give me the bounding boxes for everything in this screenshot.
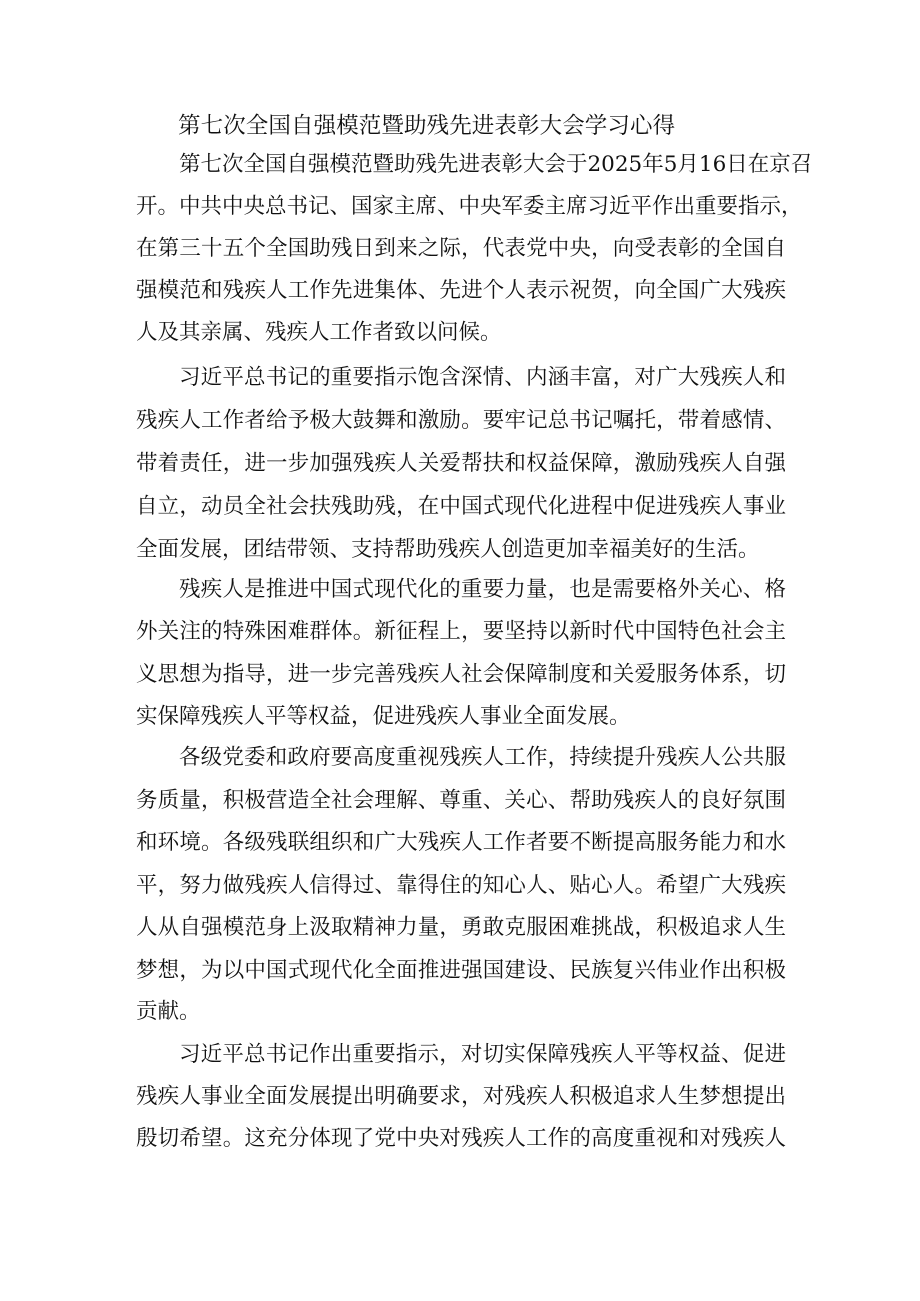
paragraph-3-line-3: 义思想为指导，进一步完善残疾人社会保障制度和关爱服务体系，切 <box>136 662 786 687</box>
paragraph-4-line-3: 和环境。各级残联组织和广大残疾人工作者要不断提高服务能力和水 <box>136 830 786 855</box>
paragraph-1-line-5: 人及其亲属、残疾人工作者致以问候。 <box>136 320 502 345</box>
paragraph-4-line-6: 梦想，为以中国式现代化全面推进强国建设、民族复兴伟业作出积极 <box>136 958 786 983</box>
paragraph-3-line-2: 外关注的特殊困难群体。新征程上，要坚持以新时代中国特色社会主 <box>136 619 786 644</box>
paragraph-2-line-4: 自立，动员全社会扶残助残，在中国式现代化进程中促进残疾人事业 <box>136 494 786 519</box>
paragraph-4-line-1: 各级党委和政府要高度重视残疾人工作，持续提升残疾人公共服 <box>179 745 786 770</box>
paragraph-3-line-1: 残疾人是推进中国式现代化的重要力量，也是需要格外关心、格 <box>179 577 786 602</box>
paragraph-5-line-1: 习近平总书记作出重要指示，对切实保障残疾人平等权益、促进 <box>179 1042 786 1067</box>
document-title: 第七次全国自强模范暨助残先进表彰大会学习心得 <box>178 113 676 139</box>
paragraph-1-line-2: 开。中共中央总书记、国家主席、中央军委主席习近平作出重要指示， <box>136 194 803 219</box>
paragraph-2-line-3: 带着责任，进一步加强残疾人关爱帮扶和权益保障，激励残疾人自强 <box>136 451 786 476</box>
paragraph-4-line-7: 贡献。 <box>136 999 201 1024</box>
paragraph-4-line-5: 人从自强模范身上汲取精神力量，勇敢克服困难挑战，积极追求人生 <box>136 915 786 940</box>
paragraph-1-line-3: 在第三十五个全国助残日到来之际，代表党中央，向受表彰的全国自 <box>136 236 786 261</box>
paragraph-2-line-1: 习近平总书记的重要指示饱含深情、内涵丰富，对广大残疾人和 <box>179 365 786 390</box>
paragraph-5-line-2: 残疾人事业全面发展提出明确要求，对残疾人积极追求人生梦想提出 <box>136 1084 786 1109</box>
paragraph-5-line-3: 殷切希望。这充分体现了党中央对残疾人工作的高度重视和对残疾人 <box>136 1126 786 1151</box>
paragraph-2-line-2: 残疾人工作者给予极大鼓舞和激励。要牢记总书记嘱托，带着感情、 <box>136 408 786 433</box>
paragraph-4-line-4: 平，努力做残疾人信得过、靠得住的知心人、贴心人。希望广大残疾 <box>136 873 786 898</box>
paragraph-4-line-2: 务质量，积极营造全社会理解、尊重、关心、帮助残疾人的良好氛围 <box>136 788 786 813</box>
paragraph-1-line-4: 强模范和残疾人工作先进集体、先进个人表示祝贺，向全国广大残疾 <box>136 278 786 303</box>
paragraph-2-line-5: 全面发展，团结带领、支持帮助残疾人创造更加幸福美好的生活。 <box>136 537 760 562</box>
paragraph-3-line-4: 实保障残疾人平等权益，促进残疾人事业全面发展。 <box>136 704 631 729</box>
paragraph-1-line-1: 第七次全国自强模范暨助残先进表彰大会于2025年5月16日在京召 <box>179 152 813 177</box>
